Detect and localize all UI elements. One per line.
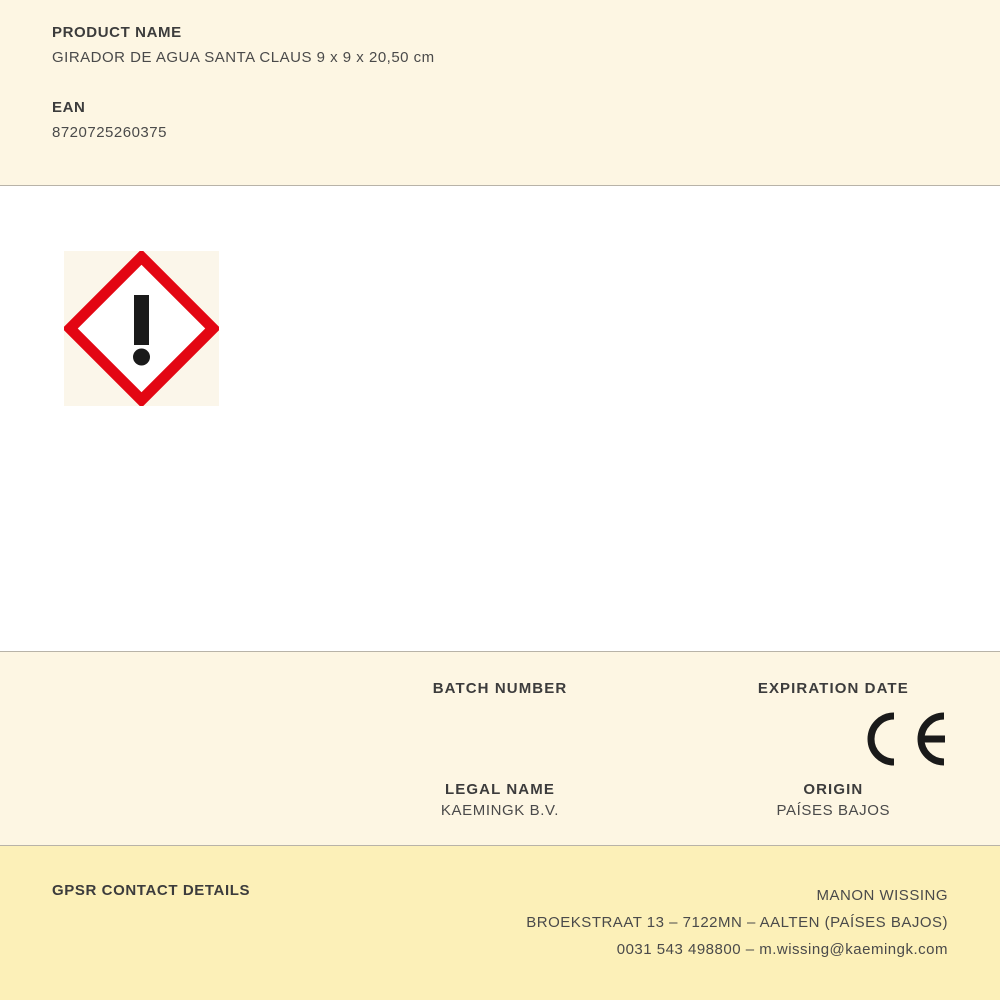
origin-value: PAÍSES BAJOS (776, 802, 891, 819)
expiration-date-label: EXPIRATION DATE (757, 680, 909, 697)
product-name-value: GIRADOR DE AGUA SANTA CLAUS 9 x 9 x 20,50 cm (52, 49, 435, 66)
legal-name-value: KAEMINGK B.V. (440, 802, 560, 819)
hazard-pictogram-area (0, 186, 1000, 651)
batch-number-value (343, 701, 656, 719)
spacer-cell-two (0, 781, 333, 820)
product-name-label: PRODUCT NAME (52, 24, 182, 41)
batch-number-field (333, 680, 666, 719)
ce-mark-icon (858, 710, 948, 768)
info-row-two (0, 719, 1000, 820)
legal-name-label: LEGAL NAME (445, 781, 555, 798)
ean-field (52, 99, 948, 141)
info-row-one (0, 652, 1000, 719)
product-name-field (52, 24, 948, 66)
gpsr-footer (0, 846, 1000, 1000)
legal-name-field (333, 781, 666, 820)
contact-name: MANON WISSING (816, 887, 948, 904)
batch-number-label: BATCH NUMBER (432, 680, 568, 697)
gpsr-contact-details (526, 882, 948, 963)
gpsr-contact-label: GPSR CONTACT DETAILS (52, 882, 251, 899)
contact-phone-email: 0031 543 498800 – m.wissing@kaemingk.com (616, 941, 948, 958)
origin-field (667, 781, 1000, 820)
product-header (0, 0, 1000, 186)
ean-label: EAN (52, 99, 86, 116)
contact-address: BROEKSTRAAT 13 – 7122MN – AALTEN (PAÍSES BAJOS) (526, 914, 948, 931)
expiration-date-field (667, 680, 1000, 719)
spacer-cell (0, 680, 333, 719)
ghs07-exclamation-mark-icon (64, 251, 219, 406)
info-band (0, 651, 1000, 846)
ean-value: 8720725260375 (52, 124, 167, 141)
origin-label: ORIGIN (803, 781, 864, 798)
